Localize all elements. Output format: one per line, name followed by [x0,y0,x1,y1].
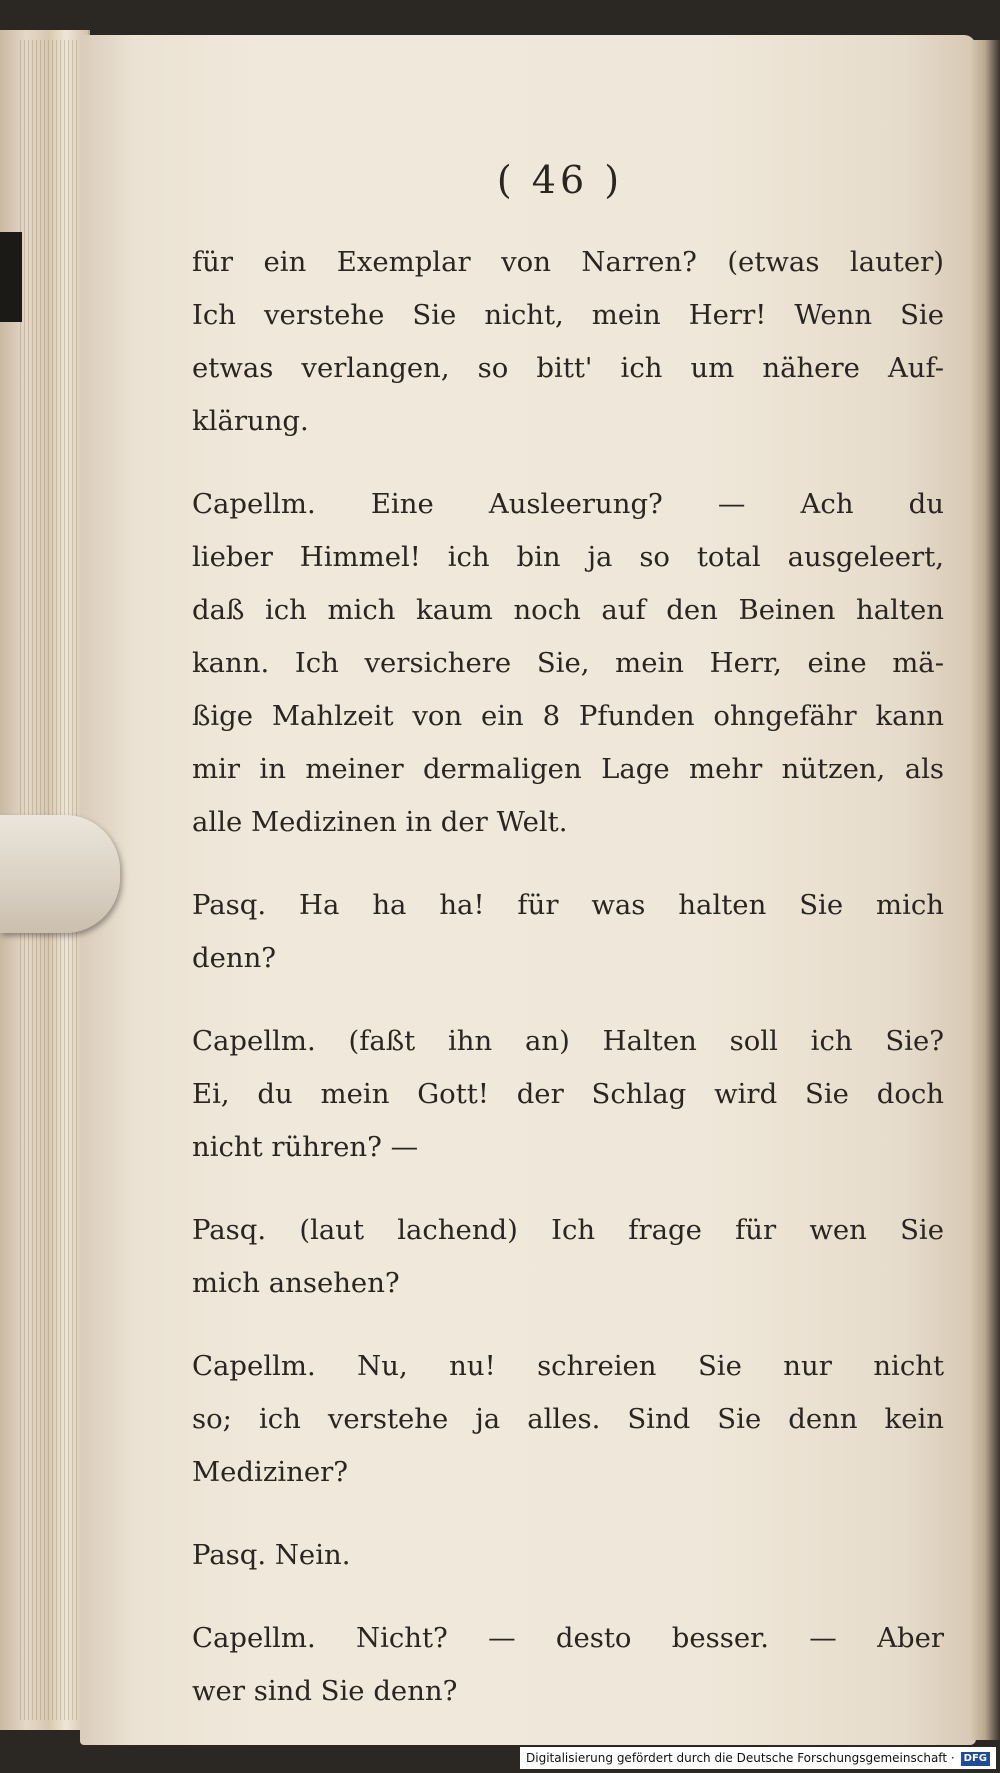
paragraph-gap [192,1310,944,1340]
paragraph-gap [192,1174,944,1204]
text-line: kann. Ich versichere Sie, mein Herr, eine mä- [192,647,944,679]
text-line: Ei, du mein Gott! der Schlag wird Sie doch [192,1078,944,1110]
text-line: lieber Himmel! ich bin ja so total ausgeleert, [192,541,944,573]
text-line: Pasq. (laut lachend) Ich frage für wen Sie [192,1214,944,1246]
text-line: denn? [192,942,277,974]
text-line: mich ansehen? [192,1267,400,1299]
paragraph-gap [192,448,944,478]
page-number: ( 46 ) [496,158,624,202]
text-line: wer sind Sie denn? [192,1675,458,1707]
text-line: Pasq. Ha ha ha! für was halten Sie mich [192,889,944,921]
paragraph [192,1015,944,1174]
text-line: Pasq. Nein. [192,1539,351,1571]
bookmark-ribbon [0,815,120,933]
text-line: klärung. [192,405,309,437]
paragraph [192,1529,944,1582]
page-right-edge [970,40,1000,1740]
paragraph-gap [192,985,944,1015]
text-line: mir in meiner dermaligen Lage mehr nützen, als [192,753,944,785]
paragraph-gap [192,1499,944,1529]
text-line: Capellm. Eine Ausleerung? — Ach du [192,488,944,520]
text-line: daß ich mich kaum noch auf den Beinen halten [192,594,944,626]
digitization-credit [520,1747,996,1769]
text-line: Capellm. Nicht? — desto besser. — Aber [192,1622,944,1654]
dfg-logo-icon: DFG [961,1752,990,1766]
text-line: Capellm. Nu, nu! schreien Sie nur nicht [192,1350,944,1382]
paragraph [192,1204,944,1310]
text-line: Capellm. (faßt ihn an) Halten soll ich Sie? [192,1025,944,1057]
text-line: ßige Mahlzeit von ein 8 Pfunden ohngefähr kann [192,700,944,732]
paragraph [192,1612,944,1718]
paragraph-gap [192,1582,944,1612]
text-line: nicht rühren? — [192,1131,419,1163]
paragraph [192,236,944,448]
credit-text: Digitalisierung gefördert durch die Deutsche Forschungsgemeinschaft · [526,1751,955,1765]
paragraph-gap [192,849,944,879]
page-text [192,236,944,1718]
text-line: etwas verlangen, so bitt' ich um nähere Auf- [192,352,944,384]
spine-mark [0,232,22,322]
paragraph [192,478,944,849]
text-line: Mediziner? [192,1456,348,1488]
text-line: alle Medizinen in der Welt. [192,806,568,838]
text-line: Ich verstehe Sie nicht, mein Herr! Wenn Sie [192,299,944,331]
text-line: so; ich verstehe ja alles. Sind Sie denn kein [192,1403,944,1435]
paragraph [192,879,944,985]
paragraph [192,1340,944,1499]
text-line: für ein Exemplar von Narren? (etwas lauter) [192,246,944,278]
